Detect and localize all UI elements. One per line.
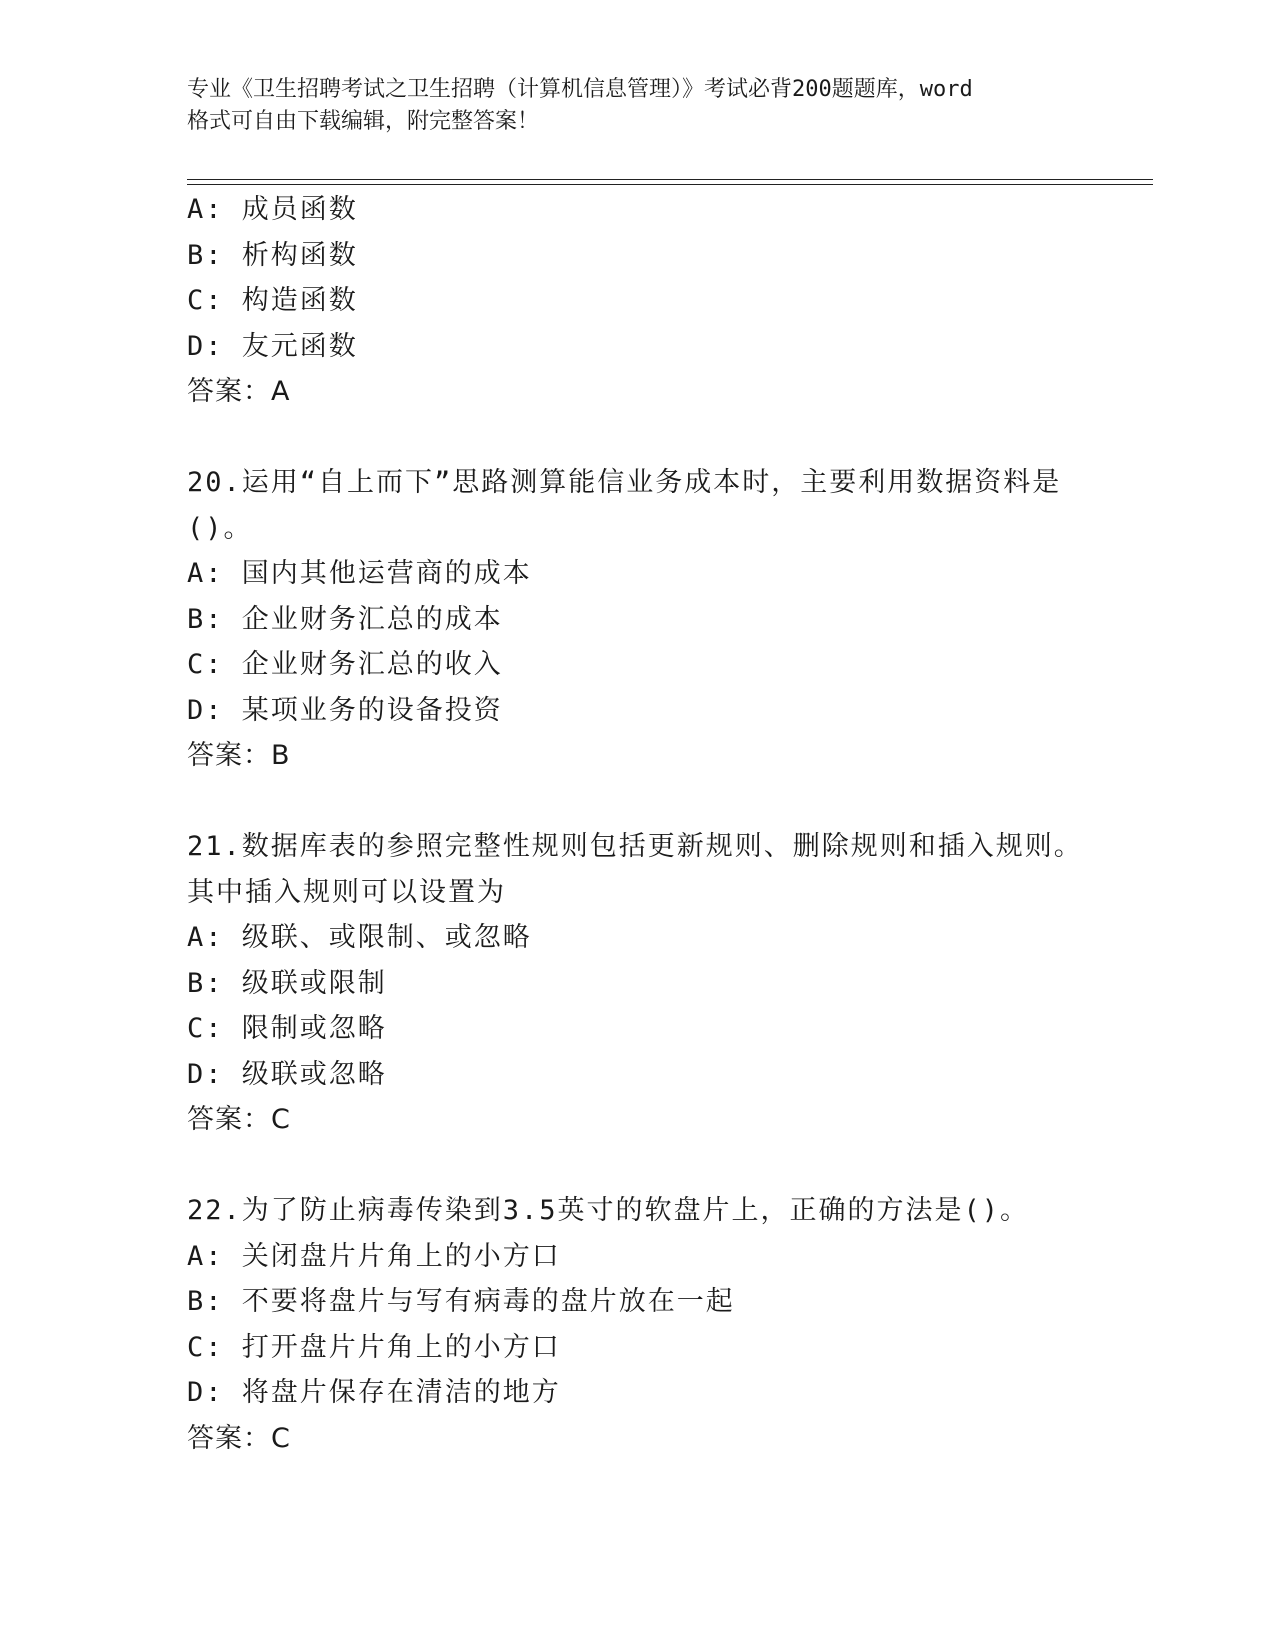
question-21 [187,824,1127,1143]
question-stem: 21.数据库表的参照完整性规则包括更新规则、删除规则和插入规则。 [187,831,1083,862]
answer-line: 答案：C [187,1104,291,1135]
option-a: A: 国内其他运营商的成本 [187,558,532,589]
option-b: B: 析构函数 [187,239,358,271]
spacer [187,1143,1127,1189]
question-20 [187,460,1127,779]
header-rule-bottom [187,184,1153,185]
option-b: B: 级联或限制 [187,967,387,999]
answer-line: 答案：A [187,376,291,407]
document-header [187,74,1087,138]
question-stem: 22.为了防止病毒传染到3.5英寸的软盘片上，正确的方法是()。 [187,1195,1030,1226]
answer-line: 答案：B [187,740,291,771]
spacer [187,415,1127,461]
option-a: A: 级联、或限制、或忽略 [187,922,532,953]
option-c: C: 企业财务汇总的收入 [187,649,503,680]
question-list [187,187,1127,1461]
option-d: D: 友元函数 [187,330,358,362]
header-rule-top [187,179,1153,180]
option-d: D: 级联或忽略 [187,1058,387,1090]
question-stem: 20.运用“自上而下”思路测算能信业务成本时，主要利用数据资料是 [187,467,1062,498]
answer-line: 答案：C [187,1422,291,1454]
option-d: D: 某项业务的设备投资 [187,694,503,726]
option-d: D: 将盘片保存在清洁的地方 [187,1377,561,1408]
question-19-continued [187,187,1127,415]
header-line-1: 专业《卫生招聘考试之卫生招聘（计算机信息管理）》考试必背200题题库，word [187,77,973,102]
option-a: A: 成员函数 [187,194,358,225]
option-c: C: 限制或忽略 [187,1013,387,1044]
option-c: C: 打开盘片片角上的小方口 [187,1331,561,1363]
header-line-2: 格式可自由下载编辑，附完整答案！ [187,109,540,134]
option-b: B: 企业财务汇总的成本 [187,603,503,635]
question-22 [187,1188,1127,1461]
option-b: B: 不要将盘片与写有病毒的盘片放在一起 [187,1286,735,1317]
spacer [187,779,1127,825]
option-a: A: 关闭盘片片角上的小方口 [187,1240,561,1272]
option-c: C: 构造函数 [187,285,358,316]
question-stem-continued: 其中插入规则可以设置为 [187,876,506,908]
question-stem-continued: ()。 [187,512,253,544]
